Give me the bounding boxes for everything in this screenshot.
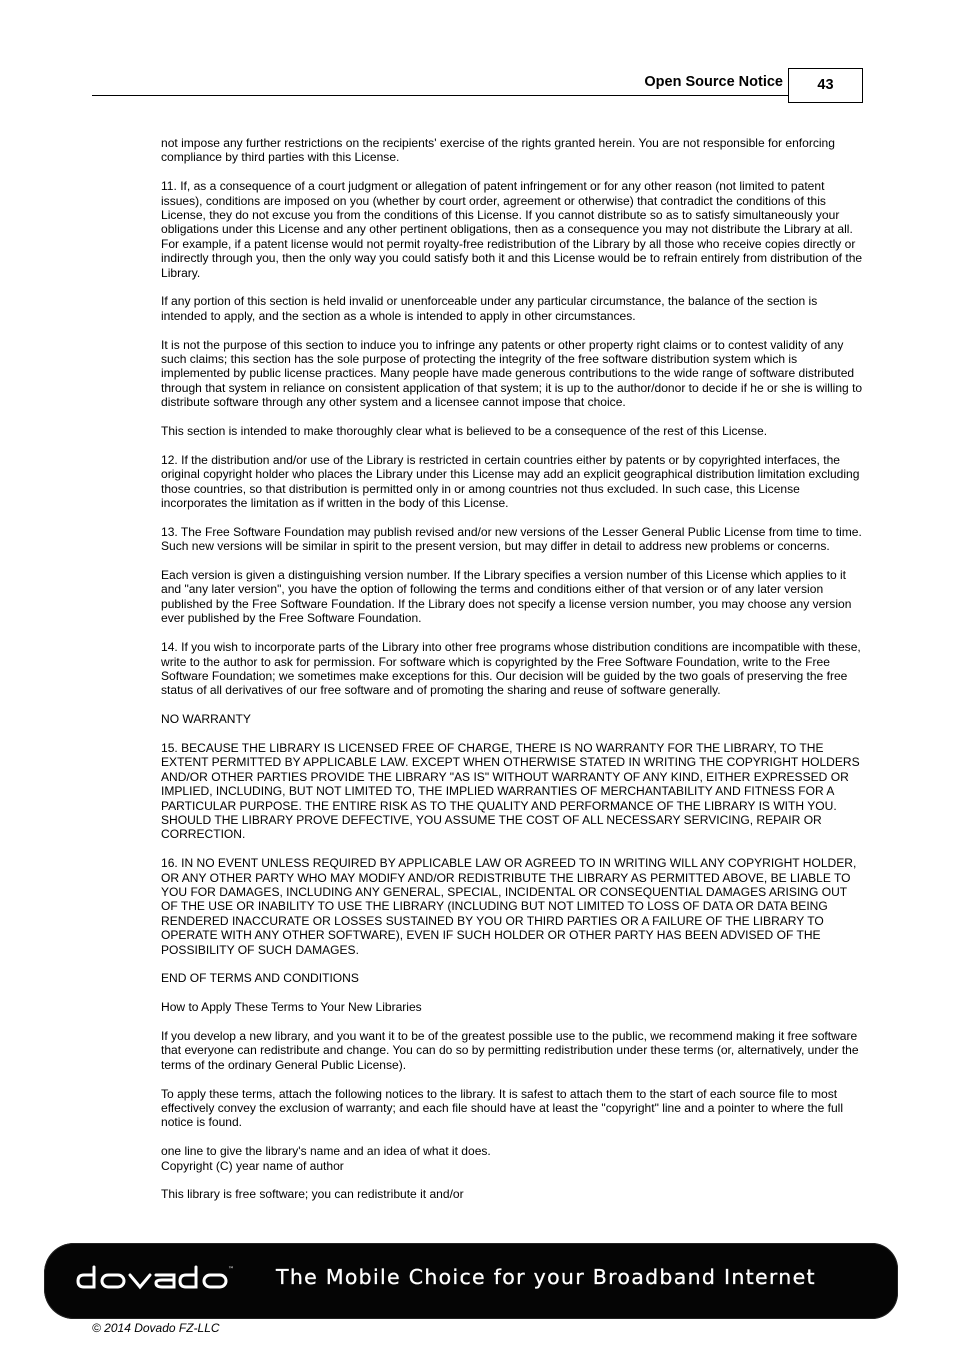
dovado-logo <box>76 1257 236 1297</box>
page-number: 43 <box>788 68 863 103</box>
paragraph: 14. If you wish to incorporate parts of the Library into other free programs whose distribution conditions are incompatible with these, write to the author to ask for permission. For software which is copyrighted by the Free Software Foundation, write to the Free Software Foundation; we sometimes make exceptions for this. Our decision will be guided by the two goals of preserving the free status of all derivatives of our free software and of promoting the sharing and reuse of software generally. <box>161 640 861 698</box>
paragraph: one line to give the library's name and an idea of what it does. <box>161 1144 491 1159</box>
header-title: Open Source Notice <box>644 74 783 90</box>
copyright-notice: © 2014 Dovado FZ-LLC <box>92 1321 220 1335</box>
paragraph: not impose any further restrictions on the recipients' exercise of the rights granted herein. You are not responsible for enforcing compliance by third parties with this License. <box>161 136 835 165</box>
section-heading: NO WARRANTY <box>161 712 251 727</box>
footer-tagline: The Mobile Choice for your Broadband Internet <box>276 1265 816 1289</box>
paragraph: 12. If the distribution and/or use of the Library is restricted in certain countries either by patents or by copyrighted interfaces, the original copyright holder who places the Library under this License may add an explicit geographical distribution limitation excluding those countries, so that distribution is permitted only in or among countries not thus excluded. In such case, this License incorporates the limitation as if written in the body of this License. <box>161 452 860 511</box>
footer-banner <box>44 1243 898 1319</box>
paragraph: This library is free software; you can redistribute it and/or <box>161 1187 464 1202</box>
paragraph: If any portion of this section is held invalid or unenforceable under any particular circumstance, the balance of the section is intended to apply, and the section as a whole is intended to apply in other circumstances. <box>161 294 818 323</box>
paragraph: This section is intended to make thoroughly clear what is believed to be a consequence of the rest of this License. <box>161 424 768 439</box>
document-body <box>161 136 865 1216</box>
svg-text:™: ™ <box>228 1266 234 1273</box>
paragraph: 15. BECAUSE THE LIBRARY IS LICENSED FREE OF CHARGE, THERE IS NO WARRANTY FOR THE LIBRARY, TO THE EXTENT PERMITTED BY APPLICABLE LAW. EXCEPT WHEN OTHERWISE STATED IN WRITING THE COPYRIGHT HOLDERS AND/OR OTHER PARTIES PROVIDE THE LIBRARY "AS IS" WITHOUT WARRANTY OF ANY KIND, EITHER EXPRESSED OR IMPLIED, INCLUDING, BUT NOT LIMITED TO, THE IMPLIED WARRANTIES OF MERCHANTABILITY AND FITNESS FOR A PARTICULAR PURPOSE. THE ENTIRE RISK AS TO THE QUALITY AND PERFORMANCE OF THE LIBRARY IS WITH YOU. SHOULD THE LIBRARY PROVE DEFECTIVE, YOU ASSUME THE COST OF ALL NECESSARY SERVICING, REPAIR OR CORRECTION. <box>161 740 860 842</box>
paragraph: Copyright (C) year name of author <box>161 1158 344 1173</box>
header-divider <box>92 95 789 96</box>
paragraph: It is not the purpose of this section to induce you to infringe any patents or other property right claims or to contest validity of any such claims; this section has the sole purpose of protecting the integrity of the free software distribution system which is implemented by public license practices. Many people have made generous contributions to the wide range of software distributed through that system in reliance on consistent application of that system; it is up to the author/donor to decide if he or she is willing to distribute software through any other system and a licensee cannot impose that choice. <box>161 337 863 410</box>
paragraph: To apply these terms, attach the following notices to the library. It is safest to attach them to the start of each source file to most effectively convey the exclusion of warranty; and each file should have at least the "copyright" line and a pointer to where the full notice is found. <box>161 1086 844 1130</box>
section-heading: END OF TERMS AND CONDITIONS <box>161 971 359 986</box>
paragraph: 11. If, as a consequence of a court judgment or allegation of patent infringement or for any other reason (not limited to patent issues), conditions are imposed on you (whether by court order, agreement or otherwise) that contradict the conditions of this License, they do not excuse you from the conditions of this License. If you cannot distribute so as to satisfy simultaneously your obligations under this License and any other pertinent obligations, then as a consequence you may not distribute the Library at all. For example, if a patent license would not permit royalty-free redistribution of the Library by all those who receive copies directly or indirectly through you, then the only way you could satisfy both it and this License would be to refrain entirely from distribution of the Library. <box>161 179 863 280</box>
paragraph: 13. The Free Software Foundation may publish revised and/or new versions of the Lesser General Public License from time to time. Such new versions will be similar in spirit to the present version, but may differ in detail to address new problems or concerns. <box>161 524 862 554</box>
paragraph: If you develop a new library, and you want it to be of the greatest possible use to the public, we recommend making it free software that everyone can redistribute and change. You can do so by permitting redistribution under these terms (or, alternatively, under the terms of the ordinary General Public License). <box>161 1028 859 1072</box>
section-heading: How to Apply These Terms to Your New Libraries <box>161 1000 422 1015</box>
paragraph: 16. IN NO EVENT UNLESS REQUIRED BY APPLICABLE LAW OR AGREED TO IN WRITING WILL ANY COPYRIGHT HOLDER, OR ANY OTHER PARTY WHO MAY MODIFY AND/OR REDISTRIBUTE THE LIBRARY AS PERMITTED ABOVE, BE LIABLE TO YOU FOR DAMAGES, INCLUDING ANY GENERAL, SPECIAL, INCIDENTAL OR CONSEQUENTIAL DAMAGES ARISING OUT OF THE USE OR INABILITY TO USE THE LIBRARY (INCLUDING BUT NOT LIMITED TO LOSS OF DATA OR DATA BEING RENDERED INACCURATE OR LOSSES SUSTAINED BY YOU OR THIRD PARTIES OR A FAILURE OF THE LIBRARY TO OPERATE WITH ANY OTHER SOFTWARE), EVEN IF SUCH HOLDER OR OTHER PARTY HAS BEEN ADVISED OF THE POSSIBILITY OF SUCH DAMAGES. <box>161 856 857 957</box>
paragraph: Each version is given a distinguishing version number. If the Library specifies a version number of this License which applies to it and "any later version", you have the option of following the terms and conditions either of that version or of any later version published by the Free Software Foundation. If the Library does not specify a license version number, you may choose any version ever published by the Free Software Foundation. <box>161 568 852 626</box>
